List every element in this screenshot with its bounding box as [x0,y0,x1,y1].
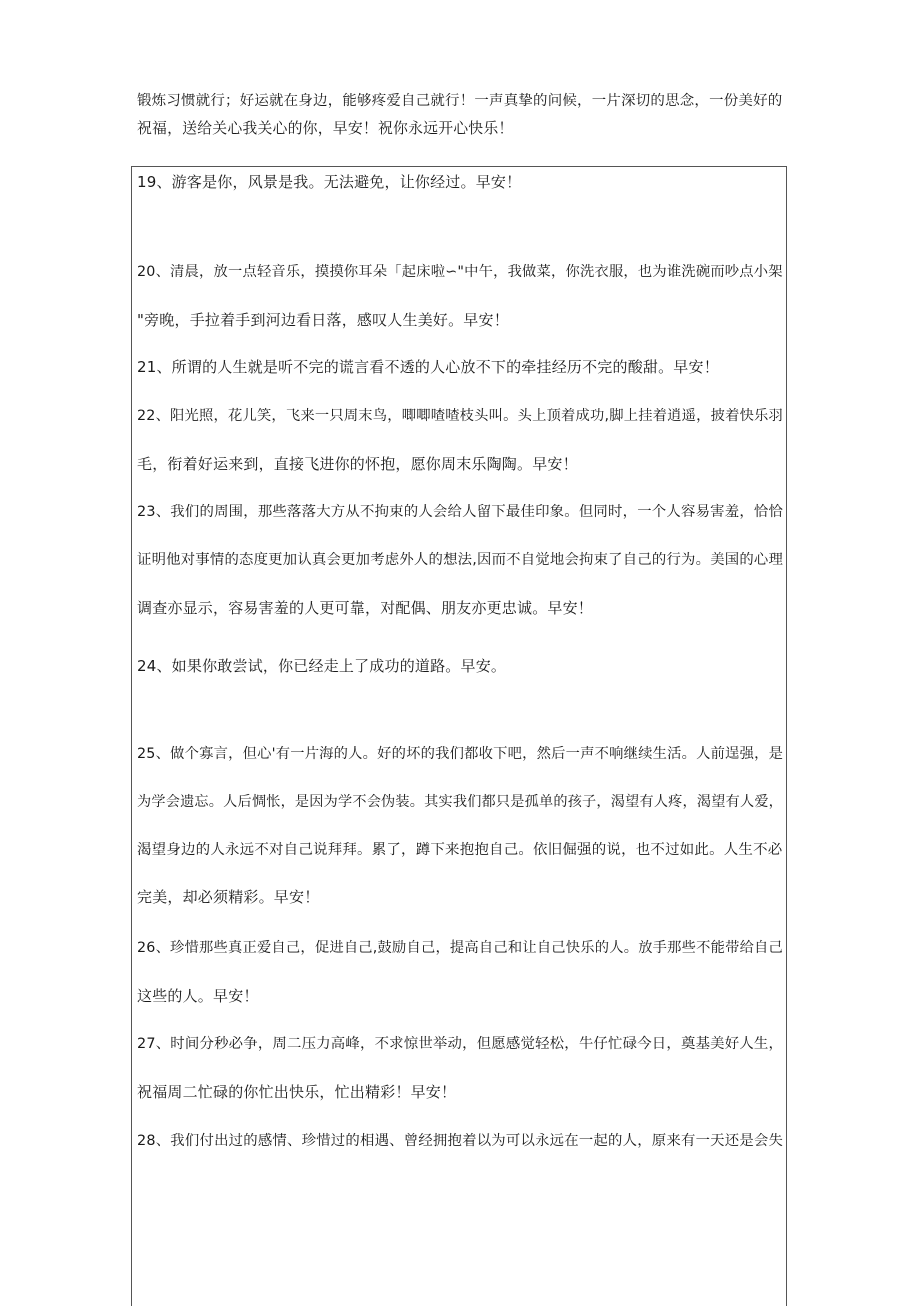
entry-22-line-2: 毛，衔着好运来到，直接飞进你的怀抱，愿你周末乐陶陶。早安！ [137,455,578,473]
entry-20-line-2: "旁晚，手拉着手到河边看日落，感叹人生美好。早安！ [137,311,509,329]
entry-23-line-1: 23、我们的周围，那些落落大方从不拘束的人会给人留下最佳印象。但同时，一个人容易害羞，恰恰 [137,504,784,520]
entry-22-line-1: 22、阳光照，花儿笑，飞来一只周末鸟，唧唧喳喳枝头叫。头上顶着成功,脚上挂着逍遥，披着快乐羽 [137,408,784,424]
entry-24-line-1: 24、如果你敢尝试，你已经走上了成功的道路。早安。 [137,657,507,675]
entry-21-line-1: 21、所谓的人生就是听不完的谎言看不透的人心放不下的牵挂经历不完的酸甜。早安！ [137,358,719,376]
entry-25-line-2: 为学会遗忘。人后惆怅，是因为学不会伪装。其实我们都只是孤单的孩子，渴望有人疼，渴望有人爱， [137,794,784,810]
entry-23-line-3: 调查亦显示，容易害羞的人更可靠，对配偶、朋友亦更忠诚。早安！ [137,599,594,617]
entry-26-line-1: 26、珍惜那些真正爱自己，促进自己,鼓励自己，提高自己和让自己快乐的人。放手那些不能带给自己 [137,940,784,956]
entry-28-line-1: 28、我们付出过的感情、珍惜过的相遇、曾经拥抱着以为可以永远在一起的人，原来有一天还是会失 [137,1133,784,1149]
entry-20-line-1: 20、清晨，放一点轻音乐，摸摸你耳朵「起床啦∽"中午，我做菜，你洗衣服，也为谁洗碗而吵点小架 [137,264,783,280]
intro-paragraph [137,88,789,142]
entry-26-line-2: 这些的人。早安！ [137,987,259,1005]
entry-25-line-4: 完美，却必须精彩。早安！ [137,888,320,906]
entry-25-line-3: 渴望身边的人永远不对自己说拜拜。累了，蹲下来抱抱自己。依旧倔强的说，也不过如此。人生不必 [137,842,783,858]
entry-27-line-2: 祝福周二忙碌的你忙出快乐，忙出精彩！早安！ [137,1083,457,1101]
intro-line: 祝福，送给关心我关心的你，早安！祝你永远开心快乐！ [137,119,514,137]
intro-line: 锻炼习惯就行；好运就在身边，能够疼爱自己就行！一声真挚的问候，一片深切的思念，一份美好的 [137,93,783,109]
entry-23-line-2: 证明他对事情的态度更加认真会更加考虑外人的想法,因而不自觉地会拘束了自己的行为。美国的心理 [137,552,784,568]
entry-27-line-1: 27、时间分秒必争，周二压力高峰，不求惊世举动，但愿感觉轻松，牛仔忙碌今日，奠基美好人生， [137,1036,784,1052]
entry-25-line-1: 25、做个寡言，但心'有一片海的人。好的坏的我们都收下吧，然后一声不响继续生活。人前逞强，是 [137,746,784,762]
entry-19-line-1: 19、游客是你，风景是我。无法避免，让你经过。早安！ [137,173,522,191]
